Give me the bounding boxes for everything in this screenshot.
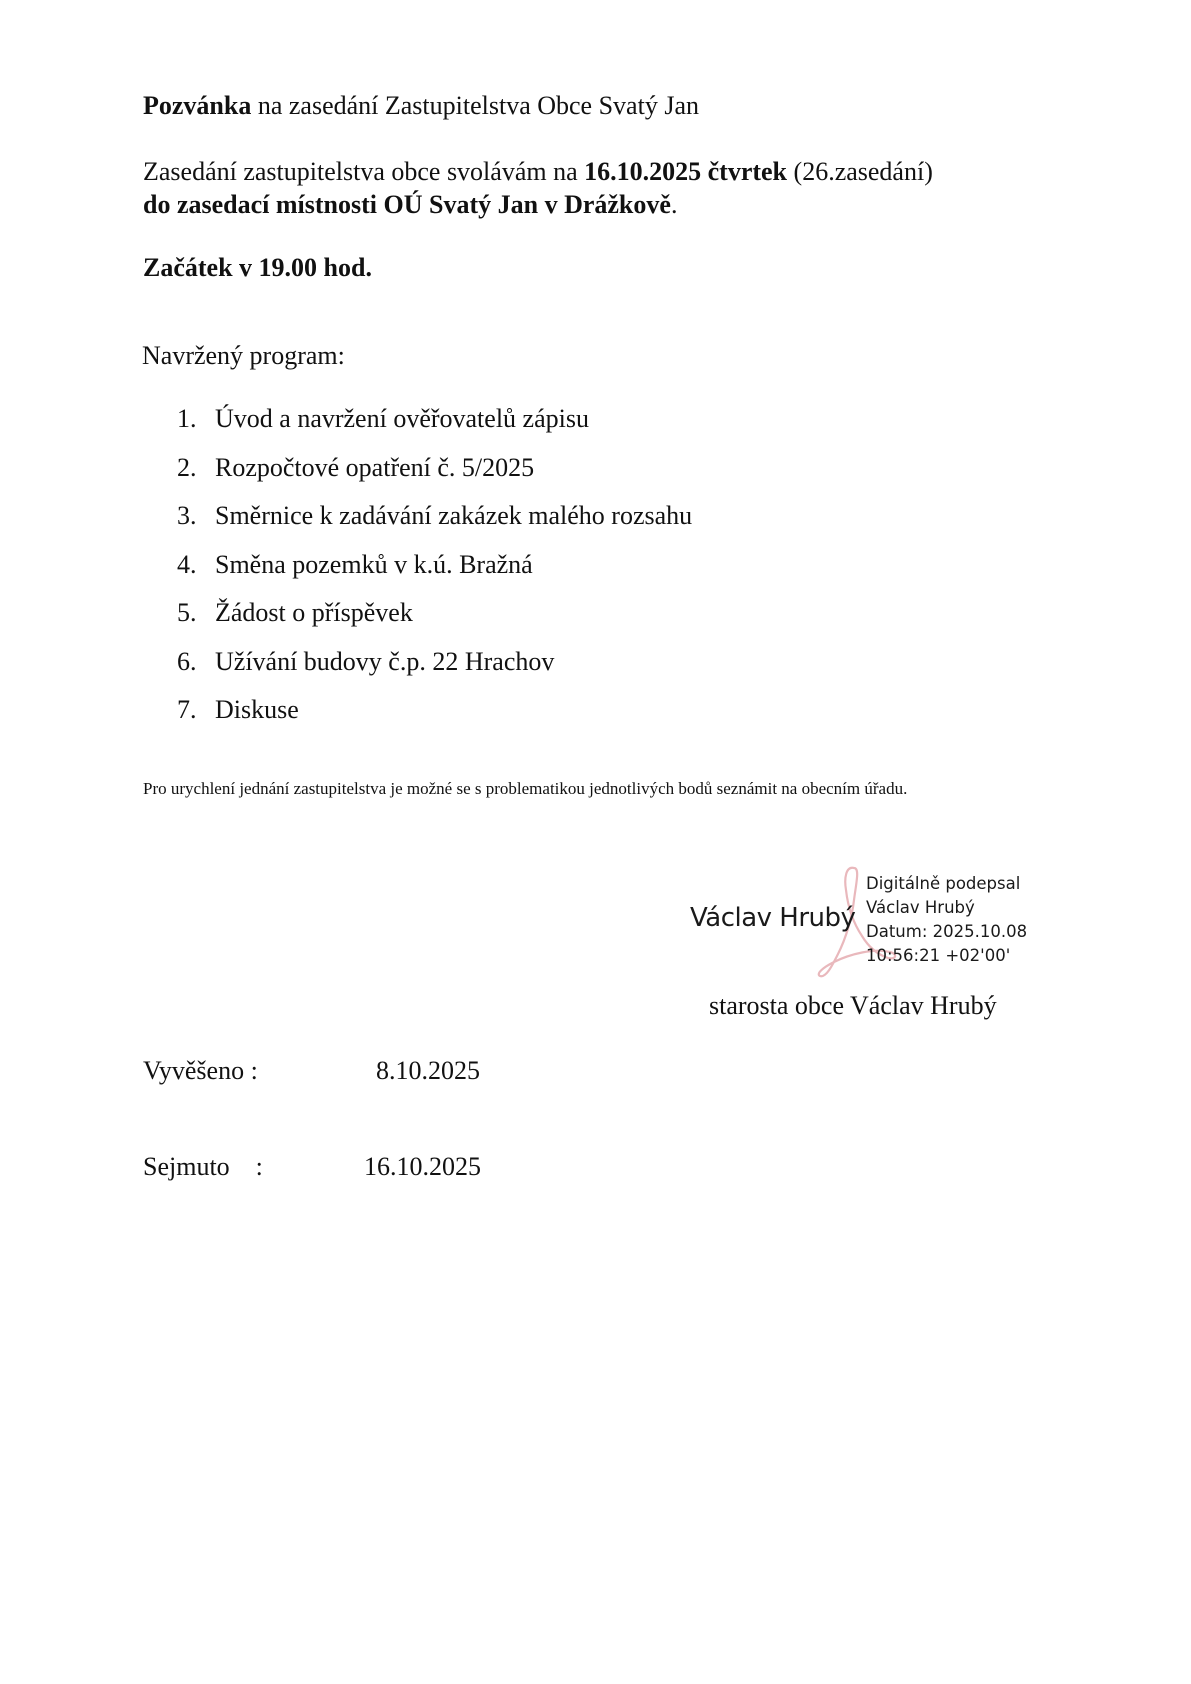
item-number: 2.	[177, 452, 197, 482]
program-item	[177, 647, 692, 696]
item-text: Úvod a navržení ověřovatelů zápisu	[215, 404, 589, 433]
item-text: Žádost o příspěvek	[215, 598, 413, 627]
signature-line: Václav Hrubý	[866, 898, 975, 917]
signature-time: 10:56:21 +02'00'	[866, 946, 1011, 965]
program-item	[177, 598, 692, 647]
meeting-location	[143, 190, 677, 220]
item-text: Užívání budovy č.p. 22 Hrachov	[215, 646, 555, 676]
signature-line: Digitálně podepsal	[866, 874, 1021, 893]
item-text: Rozpočtové opatření č. 5/2025	[215, 452, 535, 482]
signature-name: Václav Hrubý	[690, 903, 856, 933]
convocation-intro: Zasedání zastupitelstva obce svolávám na	[143, 157, 585, 186]
removed-label-text: Sejmuto :	[143, 1152, 263, 1181]
posted-date: 8.10.2025	[376, 1056, 480, 1085]
program-item	[177, 550, 692, 599]
item-number: 4.	[177, 549, 197, 579]
location-text: do zasedací místnosti OÚ Svatý Jan v Drážkově	[143, 190, 671, 219]
item-number: 7.	[177, 695, 197, 724]
signature-details	[866, 872, 1027, 968]
program-list	[177, 404, 692, 744]
item-number: 3.	[177, 501, 197, 530]
info-note: Pro urychlení jednání zastupitelstva je možné se s problematikou jednotlivých bodů seznámit na obecním úřadu.	[143, 779, 908, 798]
program-item	[177, 404, 692, 453]
program-item	[177, 695, 692, 744]
digital-signature[interactable]	[690, 868, 1050, 978]
program-heading: Navržený program:	[142, 341, 345, 370]
location-period: .	[670, 190, 678, 219]
posted-label: Vyvěšeno :	[143, 1056, 258, 1085]
program-item	[177, 453, 692, 502]
session-number: (26.zasedání)	[787, 157, 933, 186]
title-rest: na zasedání Zastupitelstva Obce Svatý Jan	[251, 91, 699, 120]
convocation-line	[143, 157, 933, 187]
item-number: 6.	[177, 646, 197, 676]
removed-label	[143, 1152, 263, 1182]
program-item	[177, 501, 692, 550]
item-number: 1.	[177, 404, 197, 433]
invitation-title	[143, 91, 699, 121]
meeting-date: 16.10.2025 čtvrtek	[584, 157, 788, 186]
removed-date: 16.10.2025	[364, 1152, 481, 1181]
signatory-title: starosta obce Václav Hrubý	[709, 991, 997, 1020]
start-time: Začátek v 19.00 hod.	[143, 253, 372, 282]
title-bold: Pozvánka	[143, 91, 252, 120]
item-text: Směrnice k zadávání zakázek malého rozsahu	[215, 501, 693, 530]
item-number: 5.	[177, 598, 197, 627]
signature-date: Datum: 2025.10.08	[866, 922, 1028, 941]
item-text: Směna pozemků v k.ú. Bražná	[215, 549, 533, 579]
item-text: Diskuse	[215, 695, 299, 724]
